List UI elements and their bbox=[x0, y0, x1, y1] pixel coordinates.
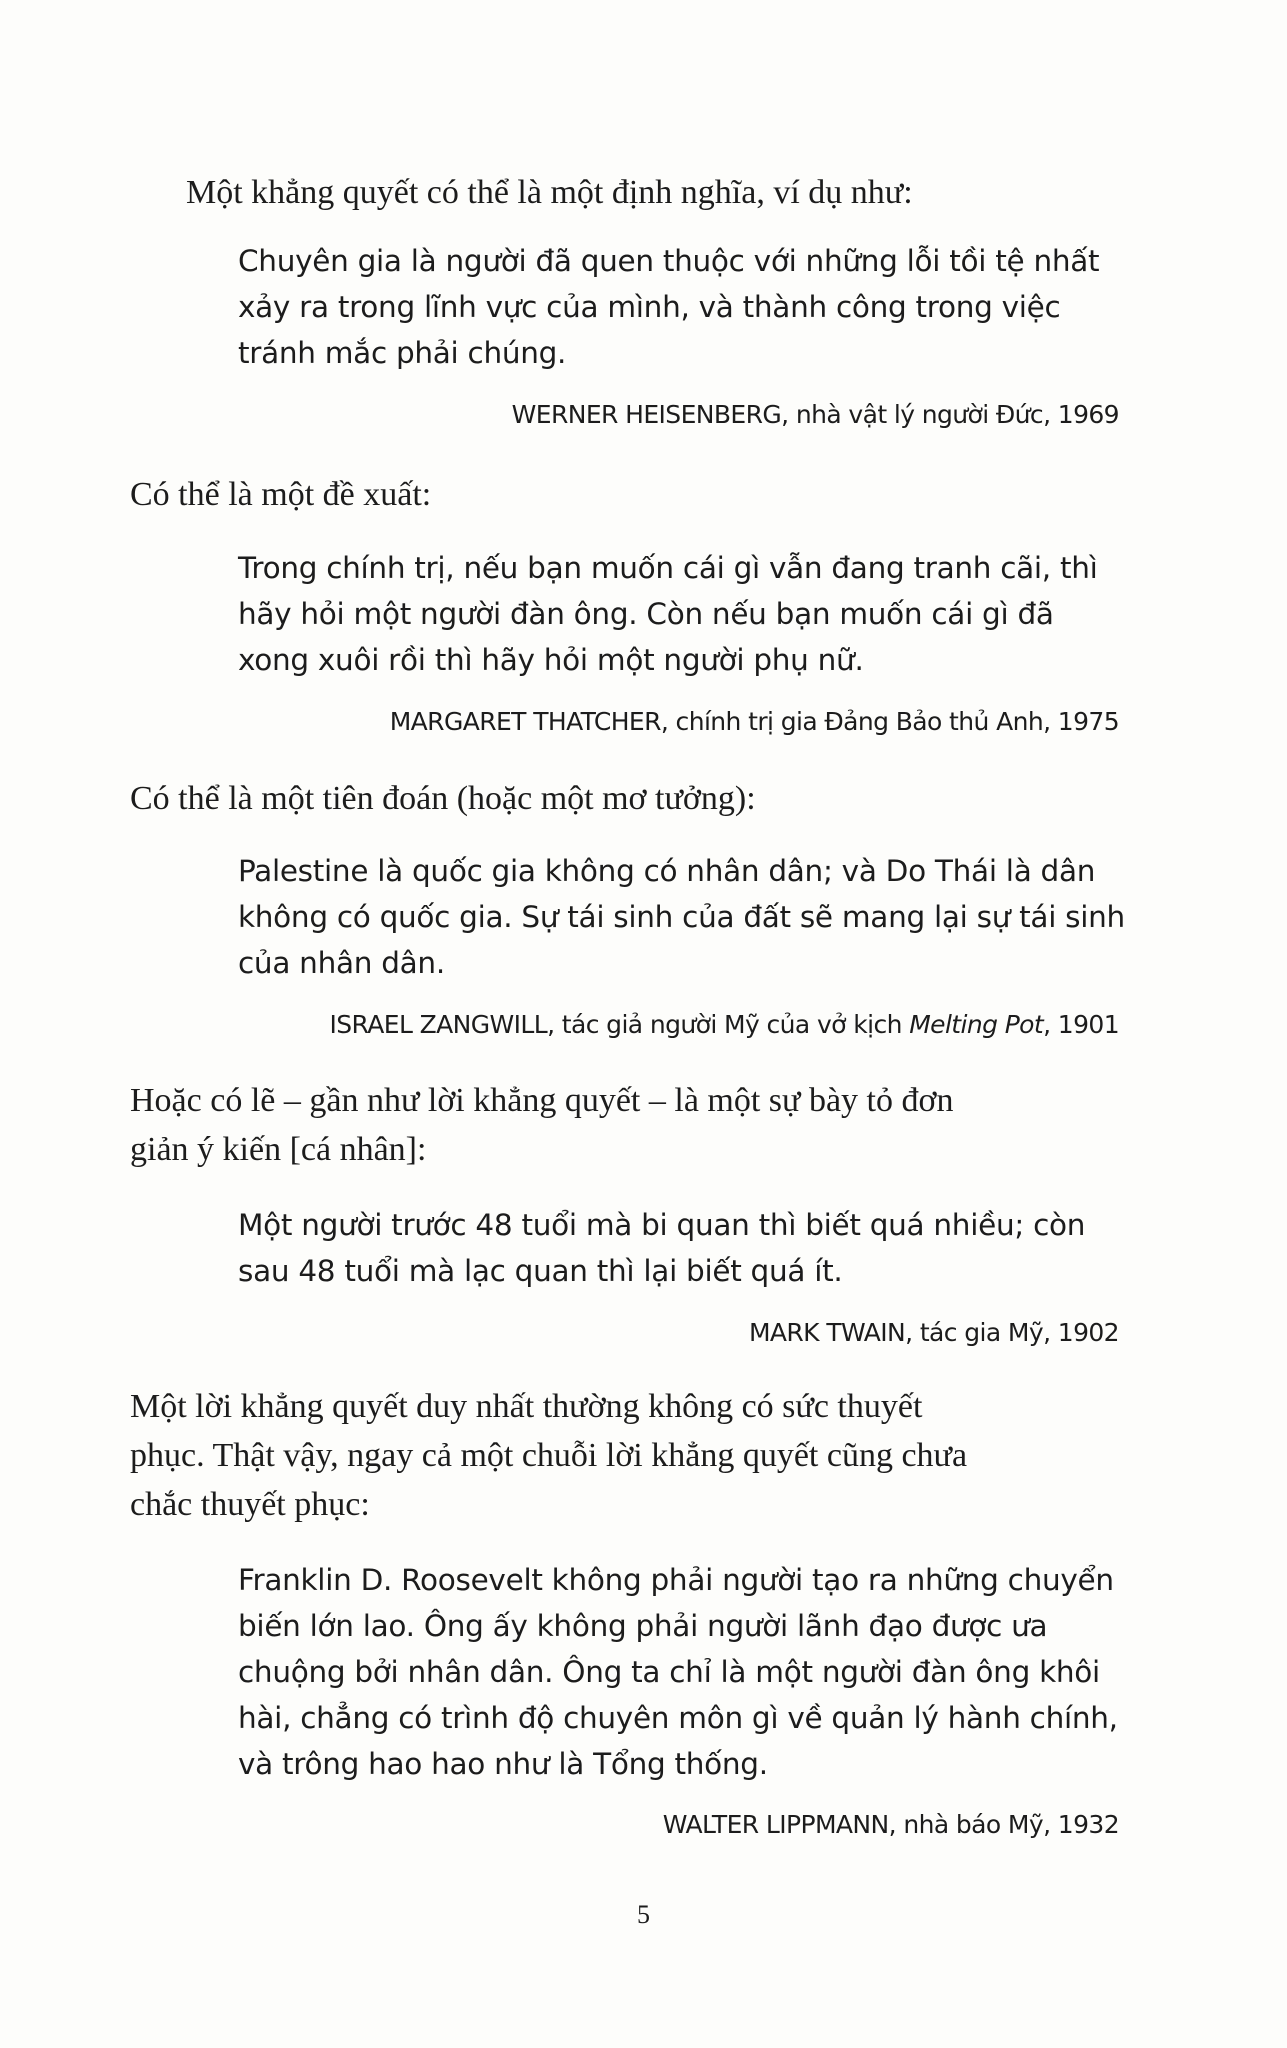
quote-zangwill bbox=[238, 848, 1125, 986]
intro-opinion bbox=[130, 1076, 954, 1174]
intro-persuasion bbox=[130, 1382, 967, 1529]
quote-line: và trông hao hao như là Tổng thống. bbox=[238, 1747, 768, 1781]
quote-line: Franklin D. Roosevelt không phải người tạo ra những chuyển bbox=[238, 1563, 1114, 1597]
quote-line: xong xuôi rồi thì hãy hỏi một người phụ nữ. bbox=[238, 643, 864, 677]
intro-line: giản ý kiến [cá nhân]: bbox=[130, 1131, 427, 1168]
play-title: Melting Pot bbox=[909, 1010, 1044, 1039]
attribution-suffix: , 1901 bbox=[1043, 1010, 1119, 1039]
quote-line: chuộng bởi nhân dân. Ông ta chỉ là một người đàn ông khôi bbox=[238, 1655, 1100, 1689]
intro-proposal: Có thể là một đề xuất: bbox=[130, 476, 432, 513]
quote-line: của nhân dân. bbox=[238, 946, 445, 980]
intro-line: Một lời khẳng quyết duy nhất thường không có sức thuyết bbox=[130, 1388, 923, 1425]
intro-line: Hoặc có lẽ – gần như lời khẳng quyết – là một sự bày tỏ đơn bbox=[130, 1082, 954, 1119]
page-number: 5 bbox=[637, 1900, 650, 1929]
attribution-heisenberg: WERNER HEISENBERG, nhà vật lý người Đức, 1969 bbox=[511, 400, 1119, 429]
quote-line: sau 48 tuổi mà lạc quan thì lại biết quá ít. bbox=[238, 1254, 843, 1288]
intro-line: phục. Thật vậy, ngay cả một chuỗi lời khẳng quyết cũng chưa bbox=[130, 1437, 968, 1474]
quote-heisenberg bbox=[238, 238, 1118, 376]
quote-line: xảy ra trong lĩnh vực của mình, và thành công trong việc bbox=[238, 290, 1061, 324]
quote-line: Palestine là quốc gia không có nhân dân; và Do Thái là dân bbox=[238, 854, 1096, 888]
intro-definition: Một khẳng quyết có thể là một định nghĩa, ví dụ như: bbox=[186, 174, 913, 211]
quote-line: biến lớn lao. Ông ấy không phải người lãnh đạo được ưa bbox=[238, 1609, 1048, 1643]
attribution-lippmann: WALTER LIPPMANN, nhà báo Mỹ, 1932 bbox=[662, 1810, 1119, 1839]
quote-line: Một người trước 48 tuổi mà bi quan thì biết quá nhiều; còn bbox=[238, 1208, 1086, 1242]
attribution-thatcher: MARGARET THATCHER, chính trị gia Đảng Bảo thủ Anh, 1975 bbox=[389, 707, 1119, 736]
quote-line: tránh mắc phải chúng. bbox=[238, 336, 567, 370]
quote-line: Chuyên gia là người đã quen thuộc với những lỗi tồi tệ nhất bbox=[238, 244, 1100, 278]
intro-prediction: Có thể là một tiên đoán (hoặc một mơ tưởng): bbox=[130, 780, 756, 817]
quote-line: không có quốc gia. Sự tái sinh của đất sẽ mang lại sự tái sinh bbox=[238, 900, 1125, 934]
attribution-zangwill bbox=[329, 1008, 1119, 1042]
quote-line: Trong chính trị, nếu bạn muốn cái gì vẫn đang tranh cãi, thì bbox=[238, 551, 1098, 585]
attribution-twain: MARK TWAIN, tác gia Mỹ, 1902 bbox=[748, 1318, 1119, 1347]
quote-line: hãy hỏi một người đàn ông. Còn nếu bạn muốn cái gì đã bbox=[238, 597, 1054, 631]
quote-lippmann bbox=[238, 1557, 1118, 1787]
quote-twain bbox=[238, 1202, 1118, 1294]
quote-thatcher bbox=[238, 545, 1118, 683]
intro-line: chắc thuyết phục: bbox=[130, 1486, 370, 1523]
quote-line: hài, chẳng có trình độ chuyên môn gì về quản lý hành chính, bbox=[238, 1701, 1118, 1735]
attribution-prefix: ISRAEL ZANGWILL, tác giả người Mỹ của vở kịch bbox=[329, 1010, 910, 1039]
